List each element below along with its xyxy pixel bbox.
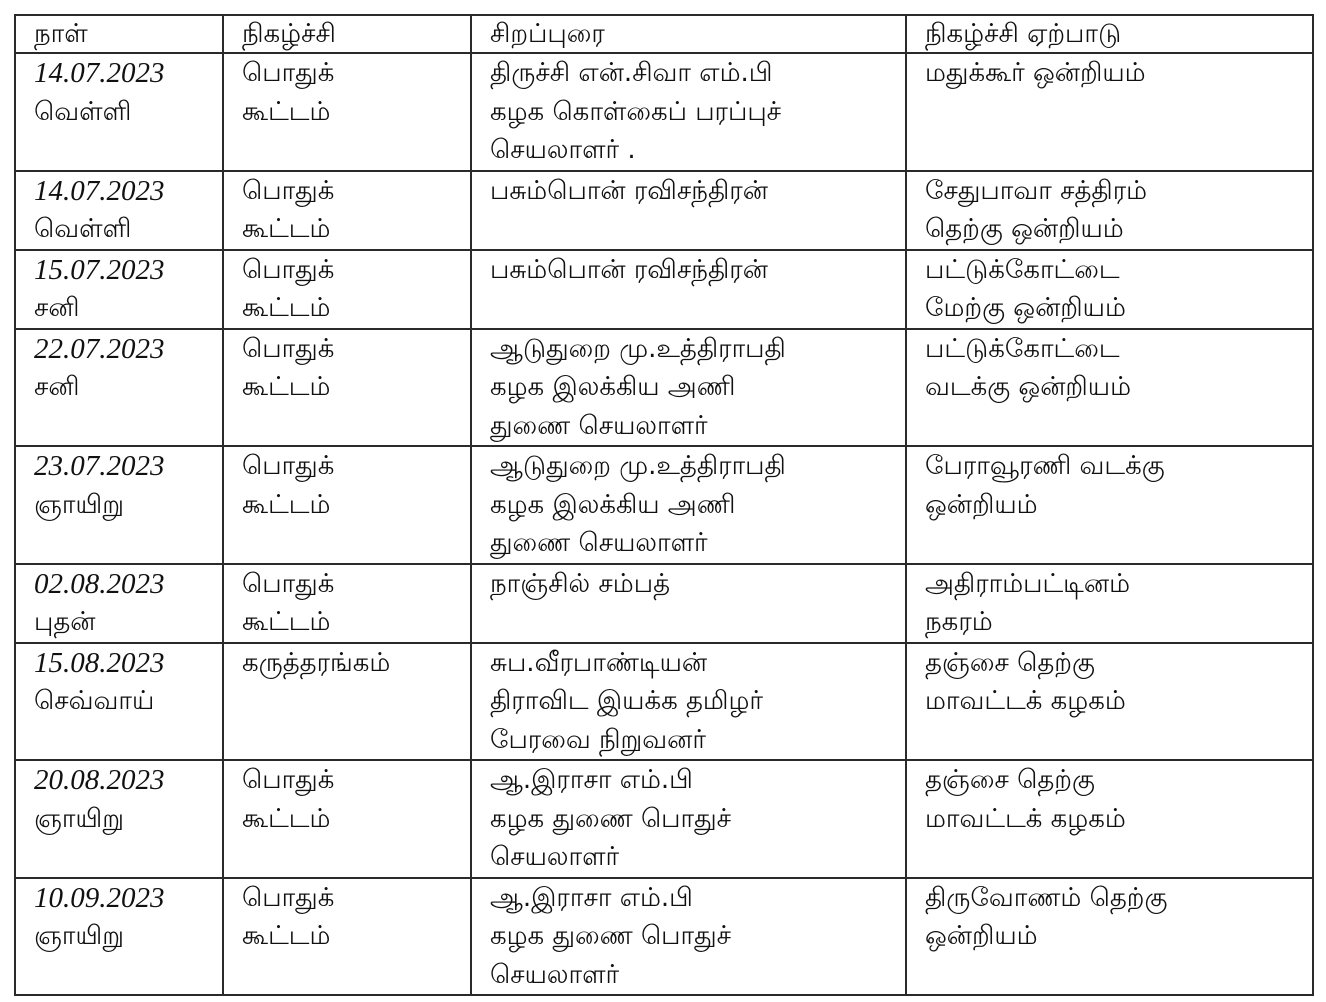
event-day: சனி [34,293,80,323]
cell-event-type [223,878,471,996]
speaker-line: கழக இலக்கிய அணி [490,489,736,520]
event-type-line: பொதுக் [242,58,335,88]
cell-date [15,643,223,761]
cell-speaker [471,643,906,761]
table-body [15,53,1313,995]
event-day: செவ்வாய் [34,686,155,716]
event-type-line: பொதுக் [242,765,335,795]
speaker-line: செயலாளர் [490,959,620,990]
cell-organizer [906,760,1313,878]
organizer-line: தஞ்சை தெற்கு [925,647,1095,678]
speaker-line: ஆடுதுறை மு.உத்திராபதி [490,451,786,481]
cell-organizer [906,329,1313,447]
cell-organizer [906,171,1313,250]
speaker-line: பேரவை நிறுவனர் [490,724,706,755]
header-organizer: நிகழ்ச்சி ஏற்பாடு [906,15,1313,53]
organizer-line: மாவட்டக் கழகம் [925,686,1126,716]
table-row [15,171,1313,250]
event-type-line: கூட்டம் [242,803,331,834]
speaker-line: கழக துணை பொதுச் [490,803,732,834]
speaker-line: கழக துணை பொதுச் [490,921,732,951]
cell-speaker [471,53,906,171]
event-type-line: பொதுக் [242,568,335,599]
organizer-line: பட்டுக்கோட்டை [925,254,1120,285]
cell-organizer [906,446,1313,564]
speaker-line: துணை செயலாளர் [490,528,708,558]
cell-speaker [471,760,906,878]
speaker-line: துணை செயலாளர் [490,410,708,441]
organizer-line: திருவோணம் தெற்கு [925,882,1168,913]
speaker-line: ஆ.இராசா எம்.பி [490,765,693,795]
event-type-line: கூட்டம் [242,214,331,244]
organizer-line: பேராவூரணி வடக்கு [925,451,1165,481]
cell-date [15,564,223,643]
cell-event-type [223,250,471,329]
speaker-line: செயலாளர் [490,842,620,872]
header-date: நாள் [15,15,223,53]
event-date: 22.07.2023 [34,332,165,365]
cell-date [15,250,223,329]
organizer-line: ஒன்றியம் [925,921,1038,951]
event-type-line: பொதுக் [242,254,335,285]
event-date: 15.08.2023 [34,646,165,679]
cell-speaker [471,250,906,329]
speaker-line: ஆ.இராசா எம்.பி [490,882,693,913]
event-date: 02.08.2023 [34,567,165,600]
event-type-line: கருத்தரங்கம் [242,647,391,678]
cell-organizer [906,878,1313,996]
cell-date [15,446,223,564]
speaker-line: சுப.வீரபாண்டியன் [490,647,708,678]
speaker-line: திராவிட இயக்க தமிழர் [490,686,763,716]
cell-event-type [223,760,471,878]
cell-speaker [471,446,906,564]
cell-event-type [223,171,471,250]
event-day: ஞாயிறு [34,921,124,951]
table-row [15,760,1313,878]
event-day: புதன் [34,607,96,637]
table-row [15,250,1313,329]
table-row [15,643,1313,761]
organizer-line: தெற்கு ஒன்றியம் [925,214,1124,244]
organizer-line: அதிராம்பட்டினம் [925,568,1131,599]
event-date: 14.07.2023 [34,174,165,207]
cell-speaker [471,171,906,250]
cell-speaker [471,564,906,643]
event-type-line: பொதுக் [242,333,335,364]
cell-speaker [471,878,906,996]
event-type-line: பொதுக் [242,451,335,481]
speaker-line: நாஞ்சில் சம்பத் [490,568,671,599]
event-date: 15.07.2023 [34,253,165,286]
organizer-line: மதுக்கூர் ஒன்றியம் [925,58,1146,88]
table-header-row [15,15,1313,53]
table-row [15,878,1313,996]
event-date: 20.08.2023 [34,764,165,796]
event-day: வெள்ளி [34,96,132,127]
event-date: 23.07.2023 [34,450,165,482]
cell-event-type [223,564,471,643]
cell-event-type [223,643,471,761]
cell-event-type [223,446,471,564]
organizer-line: வடக்கு ஒன்றியம் [925,372,1132,402]
speaker-line: பசும்பொன் ரவிசந்திரன் [490,175,768,206]
speaker-line: பசும்பொன் ரவிசந்திரன் [490,254,768,285]
table-row [15,564,1313,643]
event-type-line: கூட்டம் [242,921,331,951]
cell-speaker [471,329,906,447]
header-speaker: சிறப்புரை [471,15,906,53]
event-type-line: கூட்டம் [242,372,331,402]
speaker-line: கழக இலக்கிய அணி [490,372,736,402]
header-event: நிகழ்ச்சி [223,15,471,53]
event-day: வெள்ளி [34,214,132,244]
cell-organizer [906,53,1313,171]
event-type-line: கூட்டம் [242,489,331,520]
cell-date [15,760,223,878]
event-type-line: பொதுக் [242,882,335,913]
cell-organizer [906,564,1313,643]
table-row [15,53,1313,171]
speaker-line: திருச்சி என்.சிவா எம்.பி [490,58,773,88]
speaker-line: ஆடுதுறை மு.உத்திராபதி [490,333,786,364]
event-type-line: கூட்டம் [242,607,331,637]
event-day: சனி [34,372,80,402]
cell-date [15,171,223,250]
cell-date [15,53,223,171]
event-schedule-document [14,14,1312,996]
cell-organizer [906,643,1313,761]
organizer-line: தஞ்சை தெற்கு [925,765,1095,795]
organizer-line: நகரம் [925,607,993,637]
speaker-line: கழக கொள்கைப் பரப்புச் [490,96,782,127]
cell-event-type [223,53,471,171]
organizer-line: மாவட்டக் கழகம் [925,803,1126,834]
organizer-line: ஒன்றியம் [925,489,1038,520]
table-row [15,446,1313,564]
speaker-line: செயலாளர் . [490,135,636,165]
event-type-line: பொதுக் [242,175,335,206]
table-row [15,329,1313,447]
event-type-line: கூட்டம் [242,293,331,323]
cell-date [15,878,223,996]
event-type-line: கூட்டம் [242,96,331,127]
event-day: ஞாயிறு [34,803,124,834]
cell-event-type [223,329,471,447]
event-date: 10.09.2023 [34,881,165,914]
cell-organizer [906,250,1313,329]
event-day: ஞாயிறு [34,489,124,520]
organizer-line: பட்டுக்கோட்டை [925,333,1120,364]
cell-date [15,329,223,447]
organizer-line: மேற்கு ஒன்றியம் [925,293,1126,323]
organizer-line: சேதுபாவா சத்திரம் [925,175,1148,206]
event-date: 14.07.2023 [34,57,165,89]
event-schedule-table [14,14,1314,996]
